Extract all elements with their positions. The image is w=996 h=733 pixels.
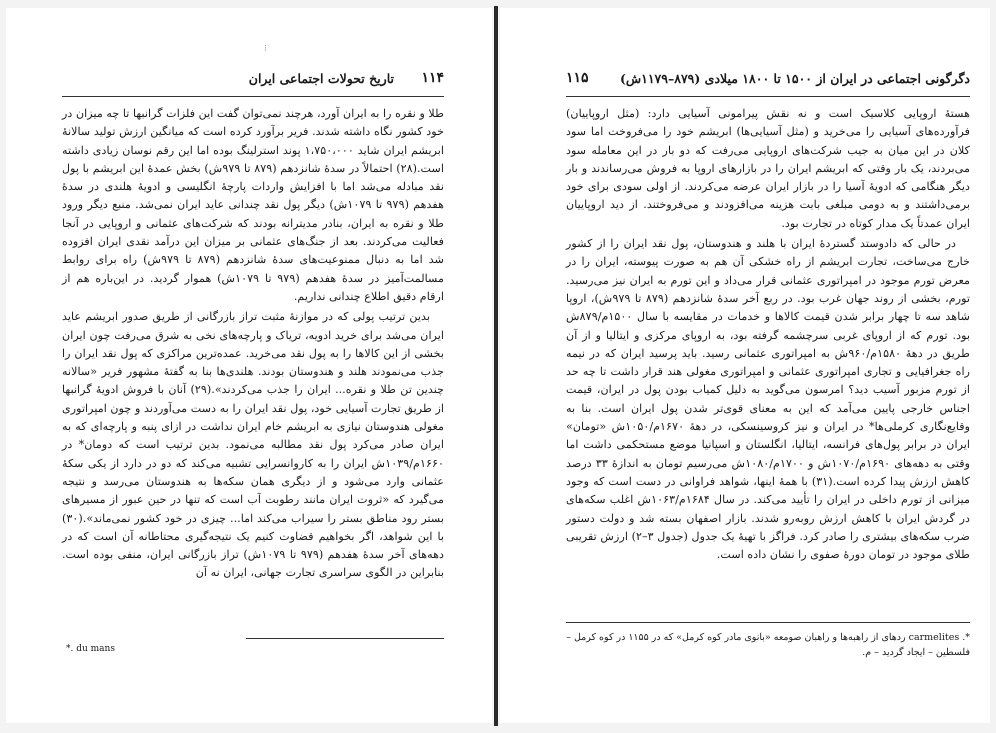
left-paragraph-2: بدین ترتیب پولی که در موازنهٔ مثبت تراز بازرگانی از طریق صدور ابریشم عاید ایران می‌شد برای خرید ادویه، تریاک و پارچه‌های نخی به شرق می‌رفت چون ایران بخشی از این کالاها را به پول نقد می‌خرید. عمده‌ترین مراکزی که پول نقد ایران را جذب می‌نمودند هلند و هندوستان بودند. هلندی‌ها بنا به گفتهٔ مشهور فریر «سالانه چندین تن طلا و نقره... ایران را جذب می‌کردند».(۲۹) آنان با فروش ادویهٔ گرانبها از طریق تجارت آسیایی خود، پول نقد ایران را به دست می‌آوردند و چون امپراتوری مغولی هندوستان نیازی به ابریشم خام ایران نداشت در ازای پنبه و پارچه‌ای که به ایران صادر می‌کرد پول نقد مطالبه می‌نمود. بدین ترتیب است که دومان* در ۱۶۶۰م/۱۰۳۹ش ایران را به کاروانسرایی تشبیه می‌کند که دو در دارد از یکی سکهٔ عثمانی وارد می‌شود و از دیگری همان سکه‌ها به هندوستان می‌رسد و نتیجه می‌گیرد که «ثروت ایران مانند رطوبت آب است که تنها در حین عبور از مسیرهای بستر رود مناطق بستر را سیراب می‌کند اما... چیزی در خود کشور نمی‌ماند».(۳۰) با این شواهد، اگر بخواهیم قضاوت کنیم یک نتیجه‌گیری محتاطانه آن است که در دهه‌های آخر سدهٔ هفدهم (۹۷۹ تا ۱۰۷۹ش) تراز بازرگانی ایران، منفی بوده است. بنابراین در الگوی سراسری تجارت جهانی، ایران نه آن xyxy=(62,310,444,580)
left-footnote: *. du mans xyxy=(66,644,115,654)
left-page xyxy=(6,8,492,723)
right-running-header xyxy=(566,70,970,92)
left-running-title: تاریخ تحولات اجتماعی ایران xyxy=(248,71,394,86)
left-running-header xyxy=(62,70,444,92)
right-footnote: *. carmelites ردهای از راهبه‌ها و راهبان صومعه «بانوی مادر کوه کرمل» که در ۱۱۵۵ در کوه کرمل – فلسطین – ایجاد گردید – م. xyxy=(566,632,970,658)
right-paragraph-1: هستهٔ اروپایی کلاسیک است و نه نقش پیرامونی آسیایی دارد: (مثل اروپاییان) فرآورده‌های آسیایی را می‌خرید و (مثل آسیایی‌ها) ابریشم خود را می‌فروخت اما سود کلان در این میان به جیب شرکت‌های اروپایی می‌رفت که دو بار در این معامله سود می‌بردند، یک بار وقتی که ابریشم ایران را در بازارهای اروپا به فروش می‌رساندند و بار دیگر هنگامی که ادویهٔ آسیا را در بازار ایران عرضه می‌کردند. از اولی سودی برای خود برمی‌داشتند و به دومی مبلغی بابت هزینه می‌افزودند و می‌فروختند. از دید اروپاییان ایران عمدتاً یک مدار کوتاه در تجارت بود. xyxy=(566,107,970,230)
left-header-rule xyxy=(62,96,444,97)
right-footnote-rule xyxy=(566,622,970,623)
right-paragraph-2: در حالی که دادوستد گستردهٔ ایران با هلند و هندوستان، پول نقد ایران را از کشور خارج می‌ساخت، تجارت ابریشم از راه خشکی آن هم به صورت پیوسته، ایران را در معرض تورم موجود در امپراتوری عثمانی قرار می‌داد و این تورم به ایران نیز می‌رسید. تورم، بخشی از روند جهان غرب بود. در ربع آخر سدهٔ شانزدهم (۸۷۹ تا ۹۷۹ش)، اروپا شاهد سه تا چهار برابر شدن قیمت کالاها و خدمات در مقایسه با سال ۱۵۰۰م/۸۷۹ش بود. تورم که از اروپای غربی سرچشمه گرفته بود، به اروپای مرکزی و ایتالیا و از آن طریق در دههٔ ۱۵۸۰م/۹۶۰ش به امپراتوری عثمانی رسید. باید پرسید ایران که در نیمه راه جغرافیایی و تجاری امپراتوری عثمانی و امپراتوری مغولی هند قرار داشت تا چه حد از تورم مزبور آسیب دید؟ امرسون می‌گوید به دلیل کمیاب بودن پول در ایران، قیمت اجناس خارجی پایین می‌آمد که این به معنای قوی‌تر شدن پول ایران است. بنا به وقایع‌نگاری کرملی‌ها* در ایران و نیز کروسینسکی، در دههٔ ۱۶۷۰م/۱۰۵۰ش «تومان» ایران در برابر پول‌های فرانسه، ایتالیا، انگلستان و اسپانیا موضع مستحکمی داشت اما وقتی به دهه‌های ۱۶۹۰م/۱۰۷۰ش و ۱۷۰۰م/۱۰۸۰ش می‌رسیم تومان به اندازهٔ ۳۳ درصد کاهش ارزش پیدا کرده است.(۳۱) با همهٔ اینها، شواهد فراوانی در دست است که وجود میزانی از تورم داخلی در ایران را تأیید می‌کند. در سال ۱۶۸۴م/۱۰۶۳ش اغلب سکه‌های در گردش ایران با کاهش ارزش روبه‌رو شدند. بازار اصفهان بسته شد و دولت دستور ضرب سکه‌های بیشتری را صادر کرد. فراگز با تهیهٔ یک جدول (جدول ۳–۲) ارزش تقریبی طلای موجود در تومان دورهٔ صفوی را نشان داده است. xyxy=(566,237,971,562)
right-body-text xyxy=(566,105,970,566)
right-header-rule xyxy=(566,96,970,97)
left-paragraph-1: طلا و نقره را به ایران آورد، هرچند نمی‌توان گفت این فلزات گرانبها تا چه میزان در خود کشور نگاه داشته شدند. فریر برآورد کرده است که میانگین ارزش تولید سالانهٔ ابریشم ایران شاید ۱،۷۵۰،۰۰۰ پوند استرلینگ بوده اما این رقم نوسان زیادی داشته است.(۲۸) احتمالاً در سدهٔ شانزدهم (۸۷۹ تا ۹۷۹ش) بخش عمدهٔ این ابریشم با پول نقد مبادله می‌شد اما با افزایش واردات پارچهٔ انگلیسی و ادویهٔ هلندی در سدهٔ هفدهم (۹۷۹ تا ۱۰۷۹ش) دیگر پول نقد چندانی عاید ایران نمی‌شد. منبع دیگر ورود طلا و نقره به ایران، بنادر مدیترانه بودند که شرکت‌های عثمانی و اروپایی در آنجا فعالیت می‌کردند. بعد از جنگ‌های عثمانی بر میزان این درآمد نقدی ایران افزوده شد اما به دنبال ممنوعیت‌های سدهٔ شانزدهم (۸۷۹ تا ۹۷۹ش) راه برای روابط مسالمت‌آمیز در سدهٔ هفدهم (۹۷۹ تا ۱۰۷۹ش) هموار گردید. در این‌باره هم از ارقام دقیق اطلاع چندانی نداریم. xyxy=(62,107,444,303)
left-footnote-rule xyxy=(246,638,444,639)
left-page-number: ۱۱۴ xyxy=(421,70,444,86)
right-page xyxy=(500,8,990,723)
right-running-title: دگرگونی اجتماعی در ایران از ۱۵۰۰ تا ۱۸۰۰ میلادی (۸۷۹–۱۱۷۹ش) xyxy=(619,71,970,86)
right-page-number: ۱۱۵ xyxy=(566,70,589,86)
scan-speck: ⁝ xyxy=(264,44,267,54)
book-gutter xyxy=(494,6,498,726)
left-body-text xyxy=(62,105,444,585)
